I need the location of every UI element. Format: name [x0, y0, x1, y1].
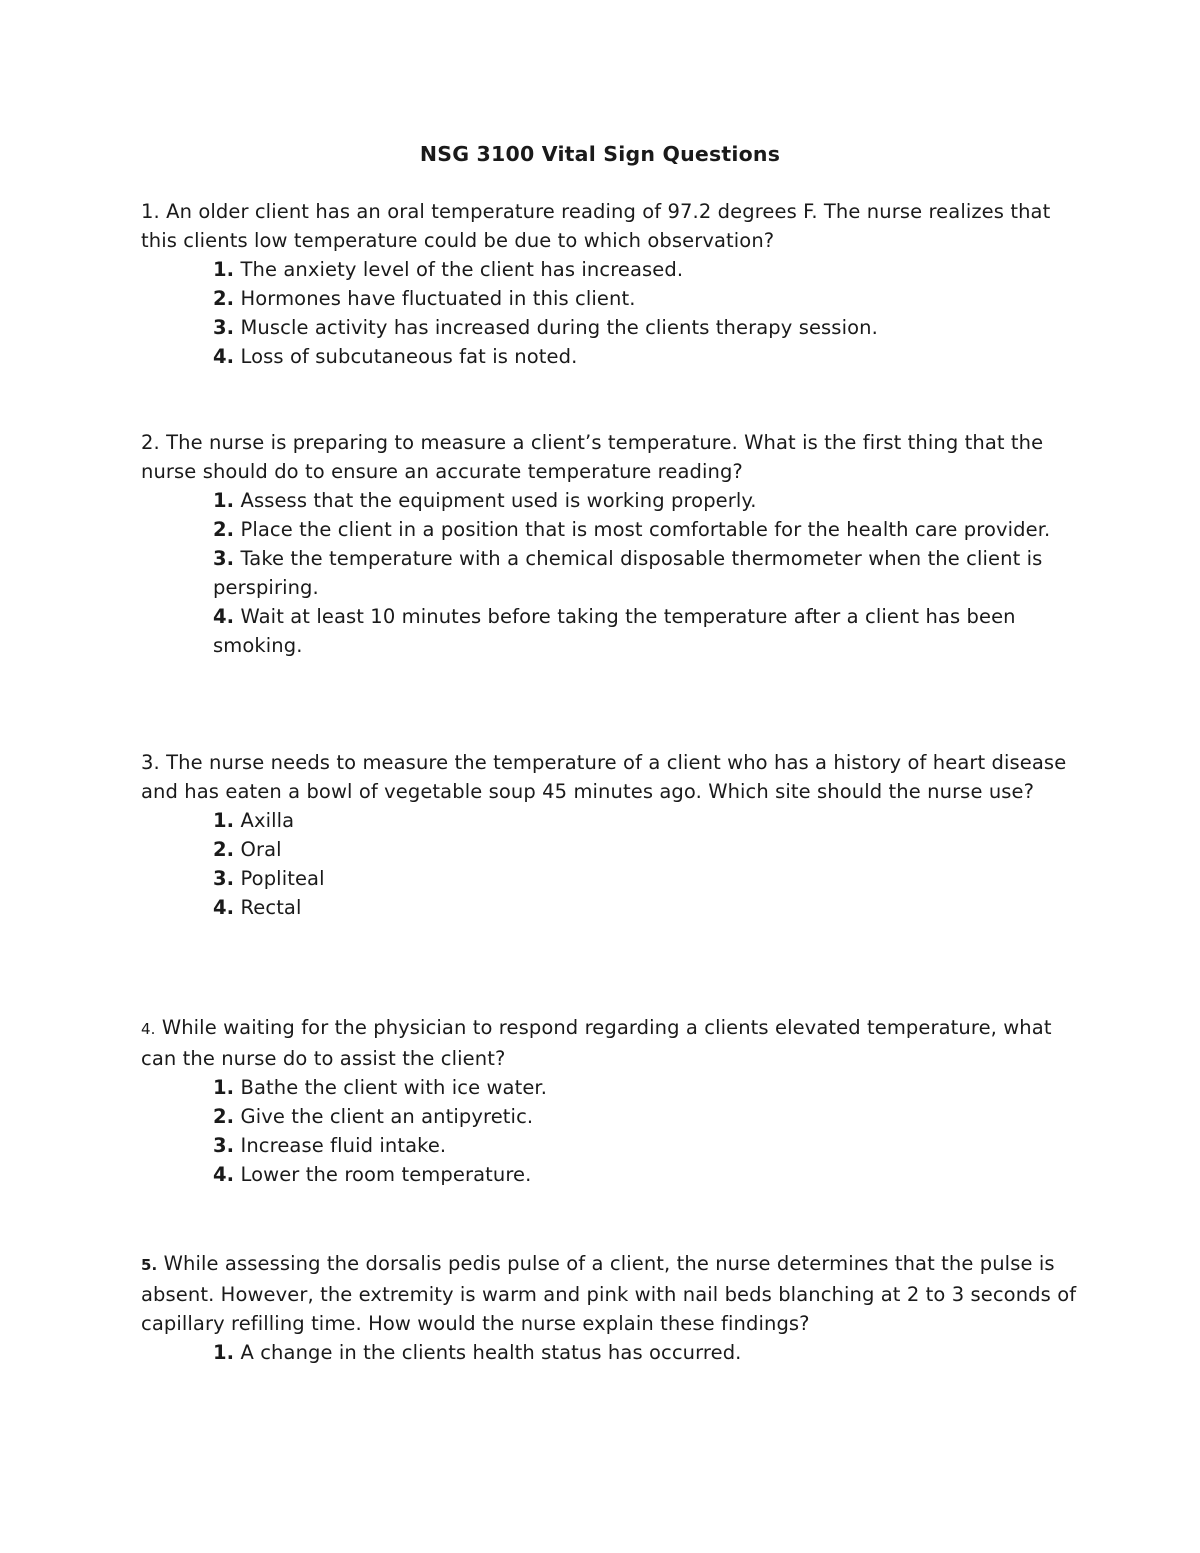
question-number: 4.: [141, 1020, 156, 1038]
question-text: While assessing the dorsalis pedis pulse of a client, the nurse determines that the pulse is absent. However, the extremity is warm and pink with nail beds blanching at 2 to 3 seconds of capillary refilling time. How would the nurse explain these findings?: [141, 1252, 1077, 1335]
question-stem: [141, 748, 1081, 806]
question-stem: [141, 197, 1081, 255]
option-text: Wait at least 10 minutes before taking the temperature after a client has been smoking.: [213, 605, 1016, 657]
option-number: 3.: [213, 547, 235, 570]
answer-option: [213, 806, 1081, 835]
option-number: 1.: [213, 1076, 235, 1099]
option-text: Axilla: [240, 809, 295, 832]
answer-option: [213, 1073, 1081, 1102]
question-text: An older client has an oral temperature reading of 97.2 degrees F. The nurse realizes that this clients low temperature could be due to which observation?: [141, 200, 1051, 252]
question-number: 1.: [141, 200, 160, 223]
answer-options: [141, 806, 1081, 922]
option-text: Increase fluid intake.: [240, 1134, 447, 1157]
answer-option: [213, 486, 1081, 515]
question-4: [141, 1013, 1081, 1189]
option-text: Hormones have fluctuated in this client.: [240, 287, 636, 310]
answer-option: [213, 835, 1081, 864]
answer-option: [213, 602, 1081, 660]
option-number: 1.: [213, 258, 235, 281]
option-text: Place the client in a position that is most comfortable for the health care provider.: [240, 518, 1051, 541]
answer-option: [213, 313, 1081, 342]
option-number: 1.: [213, 489, 235, 512]
answer-option: [213, 864, 1081, 893]
option-number: 1.: [213, 809, 235, 832]
answer-options: [141, 255, 1081, 371]
option-text: Give the client an antipyretic.: [240, 1105, 534, 1128]
option-number: 3.: [213, 1134, 235, 1157]
option-text: Muscle activity has increased during the clients therapy session.: [240, 316, 878, 339]
option-text: The anxiety level of the client has increased.: [240, 258, 684, 281]
answer-option: [213, 255, 1081, 284]
question-stem: [141, 428, 1081, 486]
option-text: Bathe the client with ice water.: [240, 1076, 548, 1099]
answer-option: [213, 1160, 1081, 1189]
question-number: 5.: [141, 1256, 158, 1274]
option-text: A change in the clients health status has occurred.: [240, 1341, 742, 1364]
answer-option: [213, 1102, 1081, 1131]
answer-option: [213, 893, 1081, 922]
question-stem: [141, 1249, 1081, 1338]
question-stem: [141, 1013, 1081, 1073]
question-5: [141, 1249, 1081, 1367]
answer-option: [213, 544, 1081, 602]
answer-options: [141, 1338, 1081, 1367]
answer-options: [141, 1073, 1081, 1189]
question-text: The nurse is preparing to measure a client’s temperature. What is the first thing that the nurse should do to ensure an accurate temperature reading?: [141, 431, 1044, 483]
option-text: Take the temperature with a chemical disposable thermometer when the client is perspiring.: [213, 547, 1043, 599]
option-number: 4.: [213, 896, 235, 919]
question-3: [141, 748, 1081, 922]
option-text: Assess that the equipment used is working properly.: [240, 489, 757, 512]
question-2: [141, 428, 1081, 660]
option-number: 2.: [213, 287, 235, 310]
option-number: 1.: [213, 1341, 235, 1364]
answer-option: [213, 284, 1081, 313]
option-text: Lower the room temperature.: [240, 1163, 532, 1186]
option-number: 2.: [213, 518, 235, 541]
option-number: 4.: [213, 605, 235, 628]
option-text: Oral: [240, 838, 282, 861]
option-text: Rectal: [240, 896, 302, 919]
option-number: 3.: [213, 316, 235, 339]
answer-options: [141, 486, 1081, 660]
answer-option: [213, 515, 1081, 544]
answer-option: [213, 1338, 1081, 1367]
question-text: While waiting for the physician to respond regarding a clients elevated temperature, what can the nurse do to assist the client?: [141, 1016, 1052, 1070]
option-number: 4.: [213, 1163, 235, 1186]
option-number: 2.: [213, 838, 235, 861]
question-1: [141, 197, 1081, 371]
answer-option: [213, 342, 1081, 371]
option-number: 4.: [213, 345, 235, 368]
option-number: 3.: [213, 867, 235, 890]
option-text: Popliteal: [240, 867, 325, 890]
question-text: The nurse needs to measure the temperature of a client who has a history of heart disease and has eaten a bowl of vegetable soup 45 minutes ago. Which site should the nurse use?: [141, 751, 1067, 803]
option-number: 2.: [213, 1105, 235, 1128]
option-text: Loss of subcutaneous fat is noted.: [240, 345, 578, 368]
document-title: NSG 3100 Vital Sign Questions: [419, 142, 781, 166]
answer-option: [213, 1131, 1081, 1160]
question-number: 3.: [141, 751, 160, 774]
question-number: 2.: [141, 431, 160, 454]
